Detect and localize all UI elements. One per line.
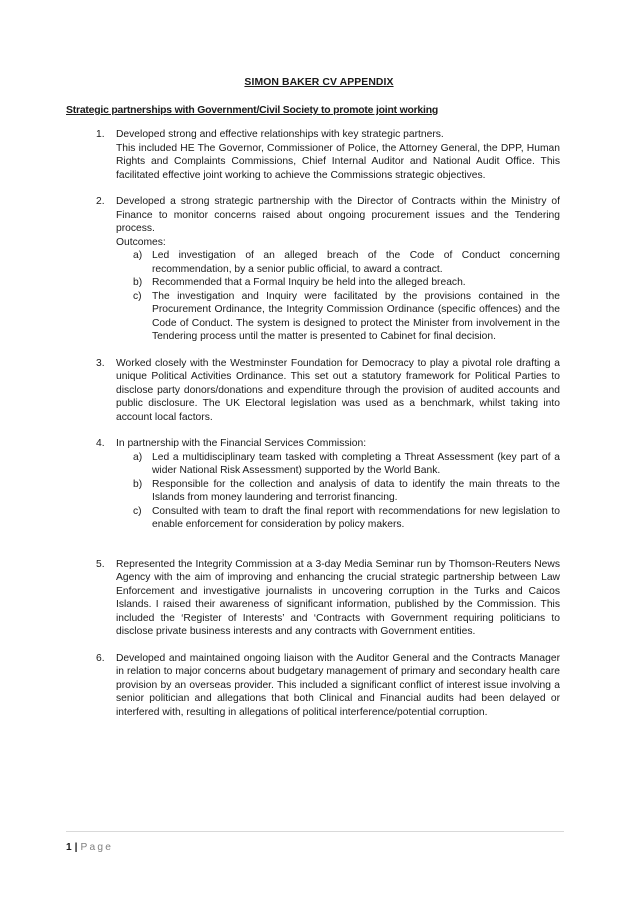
outcomes-label: Outcomes: bbox=[116, 236, 166, 248]
sub-item-label: a) bbox=[133, 250, 143, 261]
item-text: Developed a strong strategic partnership with the Director of Contracts within the Ministry of Finance to monitor concerns raised about ongoing procurement issues and the Tendering process. bbox=[116, 196, 560, 234]
document-title: SIMON BAKER CV APPENDIX bbox=[244, 77, 394, 88]
sub-item bbox=[133, 478, 560, 505]
numbered-list bbox=[0, 128, 638, 719]
sub-item bbox=[133, 249, 560, 276]
page-number: 1 bbox=[66, 842, 72, 853]
item-text: In partnership with the Financial Services Commission: bbox=[116, 438, 367, 449]
page-footer bbox=[66, 842, 113, 853]
item-text: Developed and maintained ongoing liaison with the Auditor General and the Contracts Manager in relation to major concerns about budgetary management of primary and secondary health care provision by an overseas provider. This included a significant conflict of interest issue involving a senior politician and allegations that both Clinical and Financial audits had been delayed or interfered with, resulting in allegations of political interference/potential corruption. bbox=[116, 652, 560, 718]
sub-item bbox=[133, 276, 560, 290]
footer-divider bbox=[66, 831, 564, 832]
sub-item bbox=[133, 505, 560, 532]
list-item bbox=[96, 558, 560, 639]
sub-item-text: Responsible for the collection and analysis of data to identify the main threats to the Islands from money laundering and terrorist financing. bbox=[152, 478, 560, 503]
sub-item-label: b) bbox=[133, 277, 143, 288]
sub-item-text: Led investigation of an alleged breach of the Code of Conduct concerning recommendation, by a senior public official, to award a contract. bbox=[152, 250, 560, 275]
sub-item bbox=[133, 290, 560, 344]
item-number: 6. bbox=[96, 652, 105, 664]
sub-item-label: a) bbox=[133, 451, 143, 463]
item-number: 3. bbox=[96, 357, 105, 369]
sub-item-label: b) bbox=[133, 478, 143, 490]
sub-item-text: The investigation and Inquiry were facilitated by the provisions contained in the Procurement Ordinance, the Integrity Commission Ordinance (specific offences) and the Code of Conduct. The system is designed to protect the Minister from involvement in the Tendering process until the matter is presented to Cabinet for final decision. bbox=[152, 290, 560, 342]
item-number: 4. bbox=[96, 438, 105, 449]
page-label: Page bbox=[80, 842, 114, 853]
sub-item-text: Recommended that a Formal Inquiry be held into the alleged breach. bbox=[152, 277, 466, 288]
sub-item-text: Led a multidisciplinary team tasked with completing a Threat Assessment (key part of a wider National Risk Assessment) supported by the World Bank. bbox=[152, 451, 560, 476]
item-text: Worked closely with the Westminster Foundation for Democracy to play a pivotal role drafting a unique Political Activities Ordinance. This set out a statutory framework for Political Parties to disclose party donors/donations and expenditure through the provision of audited accounts and public disclosure. The UK Electoral legislation was used as a benchmark, whilst taking into account local factors. bbox=[116, 357, 560, 423]
footer-separator: | bbox=[74, 842, 78, 853]
item-text: Developed strong and effective relationships with key strategic partners. bbox=[116, 129, 444, 140]
item-number: 5. bbox=[96, 558, 105, 570]
list-item bbox=[96, 195, 560, 344]
sub-item-label: c) bbox=[133, 290, 142, 302]
section-heading: Strategic partnerships with Government/Civil Society to promote joint working bbox=[66, 105, 438, 116]
item-text: This included HE The Governor, Commissioner of Police, the Attorney General, the DPP, Human Rights and Complaints Commissions, Chief Internal Auditor and National Audit Office. This facilitated effective joint working to achieve the Commissions strategic objectives. bbox=[116, 142, 560, 181]
list-item bbox=[96, 357, 560, 425]
sub-item-label: c) bbox=[133, 505, 142, 517]
item-number: 1. bbox=[96, 129, 105, 140]
list-item bbox=[96, 652, 560, 720]
sub-item bbox=[133, 451, 560, 478]
item-text: Represented the Integrity Commission at a 3-day Media Seminar run by Thomson-Reuters News Agency with the aim of improving and enhancing the crucial strategic partnership between Law Enforcement and investigative journalists in uncovering corruption in the Turks and Caicos Islands. I raised their awareness of significant information, published by the Commission. This included the ‘Register of Interests’ and ‘Contracts with Government requiring politicians to disclose private business interests and any contracts with Government entities. bbox=[116, 558, 560, 637]
list-item bbox=[96, 437, 560, 532]
sub-item-text: Consulted with team to draft the final report with recommendations for new legislation to enable enforcement for consideration by policy makers. bbox=[152, 505, 560, 530]
item-number: 2. bbox=[96, 196, 105, 207]
list-item bbox=[96, 128, 560, 182]
